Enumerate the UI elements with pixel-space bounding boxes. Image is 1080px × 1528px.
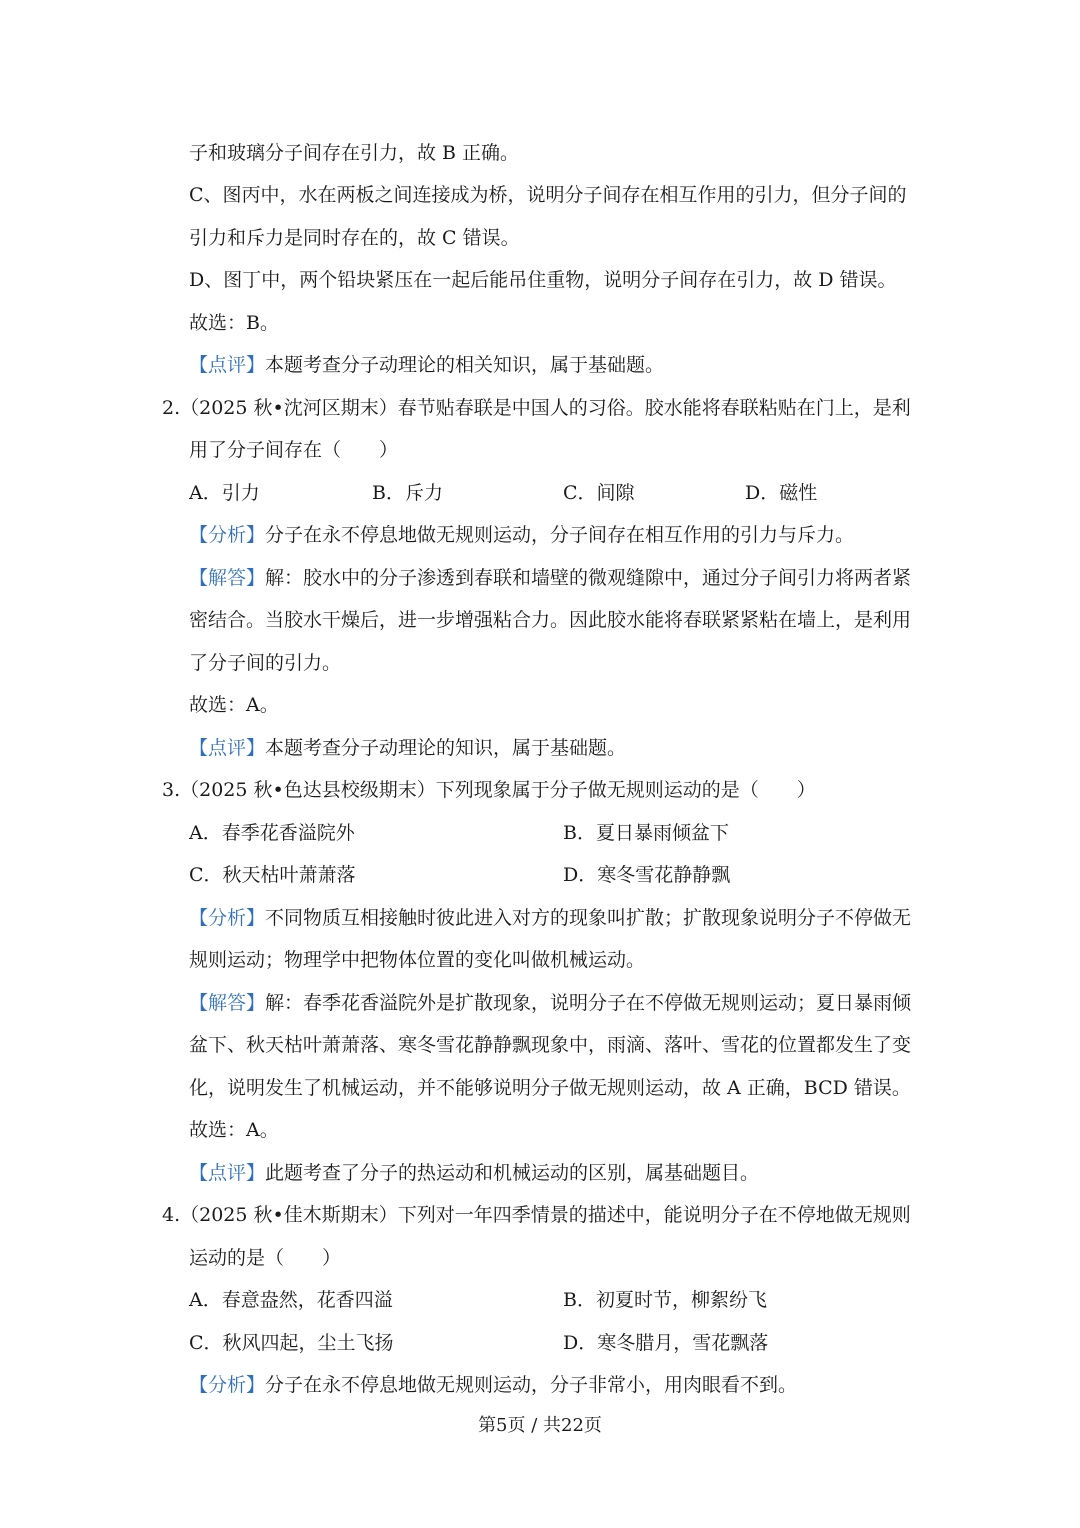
- page-number-footer: 第5页 / 共22页: [478, 1415, 602, 1436]
- question-2-stem-cont: 用了分子间存在（ ）: [189, 439, 399, 461]
- text-line: 化，说明发生了机械运动，并不能够说明分子做无规则运动，故 A 正确，BCD 错误。: [189, 1077, 911, 1099]
- q3-option-d: D．寒冬雪花静静飘: [563, 864, 731, 886]
- q4-option-b: B．初夏时节，柳絮纷飞: [563, 1289, 767, 1311]
- comment-tag: 【点评】: [189, 354, 266, 376]
- q3-option-a: A．春季花香溢院外: [189, 822, 355, 844]
- q4-option-c: C．秋风四起，尘土飞扬: [189, 1332, 394, 1354]
- analysis-line: 【分析】分子在永不停息地做无规则运动，分子非常小，用肉眼看不到。: [189, 1374, 798, 1396]
- answer-tag: 【解答】: [189, 992, 266, 1014]
- q3-option-b: B．夏日暴雨倾盆下: [563, 822, 729, 844]
- text-line: 了分子间的引力。: [189, 652, 342, 674]
- answer-line: 【解答】解：胶水中的分子渗透到春联和墙壁的微观缝隙中，通过分子间引力将两者紧: [189, 567, 912, 589]
- comment-tag: 【点评】: [189, 737, 266, 759]
- text-line: 故选：A。: [189, 1119, 279, 1141]
- comment-line: 【点评】本题考查分子动理论的知识，属于基础题。: [189, 737, 627, 759]
- q4-option-d: D．寒冬腊月，雪花飘落: [563, 1332, 769, 1354]
- analysis-tag: 【分析】: [189, 524, 266, 546]
- question-3-stem: 3.（2025 秋•色达县校级期末）下列现象属于分子做无规则运动的是（ ）: [162, 779, 816, 801]
- q2-option-a: A．引力: [189, 482, 260, 504]
- text-line: 规则运动；物理学中把物体位置的变化叫做机械运动。: [189, 949, 646, 971]
- q4-option-a: A．春意盎然，花香四溢: [189, 1289, 393, 1311]
- q3-option-c: C．秋天枯叶萧萧落: [189, 864, 356, 886]
- analysis-line: 【分析】分子在永不停息地做无规则运动，分子间存在相互作用的引力与斥力。: [189, 524, 855, 546]
- comment-line: 【点评】此题考查了分子的热运动和机械运动的区别，属基础题目。: [189, 1162, 760, 1184]
- text-line: 子和玻璃分子间存在引力，故 B 正确。: [189, 142, 520, 164]
- q2-option-b: B．斥力: [372, 482, 443, 504]
- text-line: D、图丁中，两个铅块紧压在一起后能吊住重物，说明分子间存在引力，故 D 错误。: [189, 269, 897, 291]
- text-line: 盆下、秋天枯叶萧萧落、寒冬雪花静静飘现象中，雨滴、落叶、雪花的位置都发生了变: [189, 1034, 912, 1056]
- comment-tag: 【点评】: [189, 1162, 266, 1184]
- comment-line: 【点评】本题考查分子动理论的相关知识，属于基础题。: [189, 354, 665, 376]
- q2-option-c: C．间隙: [563, 482, 635, 504]
- text-line: 引力和斥力是同时存在的，故 C 错误。: [189, 227, 520, 249]
- analysis-tag: 【分析】: [189, 1374, 266, 1396]
- text-line: 故选：A。: [189, 694, 279, 716]
- question-4-stem: 4.（2025 秋•佳木斯期末）下列对一年四季情景的描述中，能说明分子在不停地做无规则: [162, 1204, 911, 1226]
- answer-line: 【解答】解：春季花香溢院外是扩散现象，说明分子在不停做无规则运动；夏日暴雨倾: [189, 992, 912, 1014]
- answer-tag: 【解答】: [189, 567, 266, 589]
- q2-option-d: D．磁性: [745, 482, 818, 504]
- text-line: 故选：B。: [189, 312, 279, 334]
- analysis-tag: 【分析】: [189, 907, 266, 929]
- question-2-stem: 2.（2025 秋•沈河区期末）春节贴春联是中国人的习俗。胶水能将春联粘贴在门上，是利: [162, 397, 911, 419]
- text-line: C、图丙中，水在两板之间连接成为桥，说明分子间存在相互作用的引力，但分子间的: [189, 184, 907, 206]
- text-line: 密结合。当胶水干燥后，进一步增强粘合力。因此胶水能将春联紧紧粘在墙上，是利用: [189, 609, 912, 631]
- analysis-line: 【分析】不同物质互相接触时彼此进入对方的现象叫扩散；扩散现象说明分子不停做无: [189, 907, 912, 929]
- question-4-stem-cont: 运动的是（ ）: [189, 1247, 342, 1269]
